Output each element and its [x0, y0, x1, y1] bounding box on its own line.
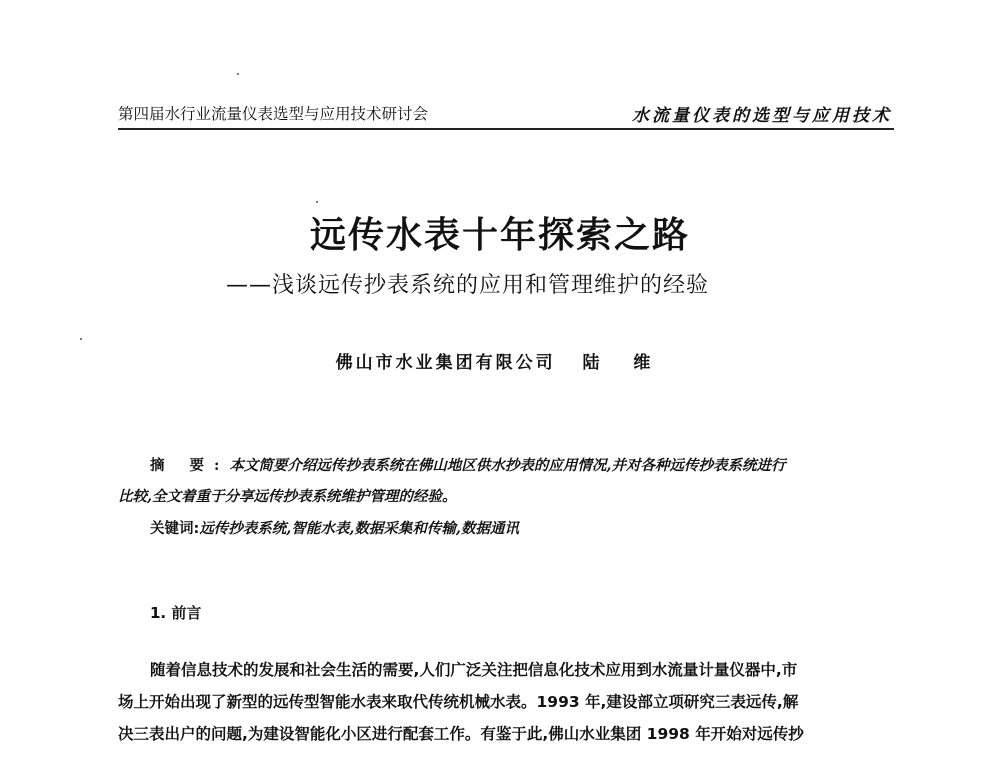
scan-speck	[316, 201, 318, 203]
author-line	[0, 348, 1000, 373]
keywords-label: 关键词:	[150, 521, 200, 537]
body-line: 场上开始出现了新型的远传型智能水表来取代传统机械水表。1993 年,建设部立项研究三表远传,解	[118, 693, 799, 711]
abstract-line-2: 比较,全文着重于分享远传抄表系统维护管理的经验。	[118, 488, 457, 505]
section-heading: 1. 前言	[150, 604, 202, 622]
keywords-text: 远传抄表系统,智能水表,数据采集和传输,数据通讯	[199, 520, 519, 537]
body-line: 随着信息技术的发展和社会生活的需要,人们广泛关注把信息化技术应用到水流量计量仪器中,市	[150, 661, 798, 679]
author-name: 陆 维	[582, 353, 665, 373]
abstract	[118, 450, 896, 512]
author-affiliation: 佛山市水业集团有限公司	[335, 353, 556, 373]
scan-speck	[80, 338, 82, 340]
body-line: 决三表出户的问题,为建设智能化小区进行配套工作。有鉴于此,佛山水业集团 1998 年开始对远传抄	[118, 725, 804, 743]
running-header	[118, 98, 894, 130]
scan-speck	[237, 73, 239, 75]
header-book-title: 水流量仪表的选型与应用技术	[632, 106, 892, 126]
abstract-line-1	[118, 450, 896, 481]
keywords	[150, 517, 519, 538]
body-paragraph	[118, 654, 896, 750]
paper-subtitle: ——浅谈远传抄表系统的应用和管理维护的经验	[226, 273, 710, 298]
paper-title: 远传水表十年探索之路	[309, 215, 690, 256]
abstract-text-1: 本文简要介绍远传抄表系统在佛山地区供水抄表的应用情况,并对各种远传抄表系统进行	[229, 457, 786, 474]
abstract-label: 摘 要:	[150, 457, 230, 474]
header-conference-title: 第四届水行业流量仪表选型与应用技术研讨会	[118, 105, 429, 123]
